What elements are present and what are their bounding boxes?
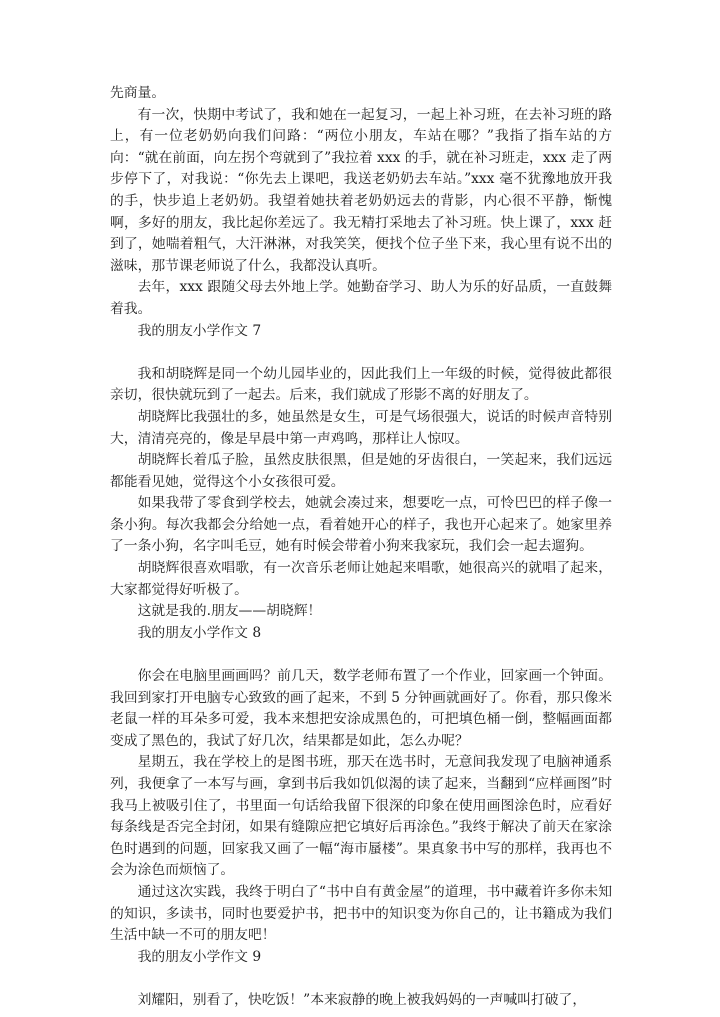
paragraph: 胡晓辉比我强壮的多，她虽然是女生，可是气场很强大，说话的时候声音特别大，清清亮亮的，像是早晨中第一声鸡鸣，那样让人惊叹。 xyxy=(110,408,612,447)
paragraph: 胡晓辉很喜欢唱歌，有一次音乐老师让她起来唱歌，她很高兴的就唱了起来，大家都觉得好听极了。 xyxy=(110,560,612,598)
section-heading: 我的朋友小学作文 9 xyxy=(137,948,262,965)
paragraph: 先商量。 xyxy=(110,85,166,101)
section-heading: 我的朋友小学作文 8 xyxy=(137,624,262,641)
paragraph: 如果我带了零食到学校去，她就会凑过来，想要吃一点，可怜巴巴的样子像一条小狗。每次我都会分给她一点，看着她开心的样子，我也开心起来了。她家里养了一条小狗，名字叫毛豆，她有时候会带着小狗来我家玩，我们会一起去遛狗。 xyxy=(110,495,612,555)
paragraph: 这就是我的.朋友——胡晓辉！ xyxy=(137,603,322,620)
paragraph: 通过这次实践，我终于明白了“书中自有黄金屋”的道理，书中藏着许多你未知的知识，多读书，同时也要爱护书，把书中的知识变为你自己的，让书籍成为我们生活中缺一不可的朋友吧！ xyxy=(110,883,612,944)
paragraph: 星期五，我在学校上的是图书班，那天在选书时，无意间我发现了电脑神通系列，我便拿了一本写与画，拿到书后我如饥似渴的读了起来，当翻到“应样画图”时我马上被吸引住了，书里面一句话给我留下很深的印象在使用画图涂色时，应看好每条线是否完全封闭，如果有缝隙应把它填好后再涂色。”我终于解决了前天在家涂色时遇到的问题，回家我又画了一幅“海市蜃楼”。果真象书中写的那样，我再也不会为涂色而烦恼了。 xyxy=(110,754,612,879)
spacer xyxy=(110,644,612,666)
paragraph: 我和胡晓辉是同一个幼儿园毕业的，因此我们上一年级的时候，觉得彼此都很亲切，很快就玩到了一起去。后来，我们就成了形影不离的好朋友了。 xyxy=(110,365,612,404)
paragraph: 去年，xxx 跟随父母去外地上学。她勤奋学习、助人为乐的好品质，一直鼓舞着我。 xyxy=(110,279,612,317)
spacer xyxy=(110,342,612,364)
paragraph: 你会在电脑里画画吗？前几天，数学老师布置了一个作业，回家画一个钟面。我回到家打开电脑专心致致的画了起来，不到 5 分钟画就画好了。你看，那只像米老鼠一样的耳朵多可爱，我本来想把安涂成黑色的，可把填色桶一倒，整幅画面都变成了黑色的，我试了好几次，结果都是如此，怎么办呢？ xyxy=(110,668,612,749)
document-page xyxy=(110,83,612,1012)
paragraph: 胡晓辉长着瓜子脸，虽然皮肤很黑，但是她的牙齿很白，一笑起来，我们远远都能看见她，觉得这个小女孩很可爱。 xyxy=(110,452,612,490)
spacer xyxy=(110,968,612,990)
paragraph: 有一次，快期中考试了，我和她在一起复习，一起上补习班，在去补习班的路上，有一位老奶奶向我们问路：“两位小朋友，车站在哪？”我指了指车站的方向：“就在前面，向左拐个弯就到了”我拉着 xxx 的手，就在补习班走，xxx 走了两步停下了，对我说：“你先去上课吧，我送老奶奶去车站。”xxx 毫不犹豫地放开我的手，快步追上老奶奶。我望着她扶着老奶奶远去的背影，内心很不平静，惭愧啊，多好的朋友，我比起你差远了。我无精打采地去了补习班。快上课了，xxx 赶到了，她喘着粗气，大汗淋淋，对我笑笑，便找个位子坐下来，我心里有说不出的滋味，那节课老师说了什么，我都没认真听。 xyxy=(110,106,612,274)
paragraph: 刘耀阳，别看了，快吃饭！”本来寂静的晚上被我妈妈的一声喊叫打破了， xyxy=(137,991,587,1008)
section-heading: 我的朋友小学作文 7 xyxy=(137,322,262,339)
